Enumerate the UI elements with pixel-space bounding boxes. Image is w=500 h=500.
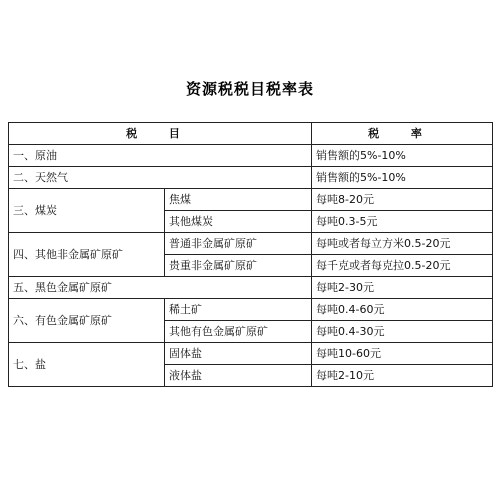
table-title: 资源税税目税率表 [185, 80, 314, 98]
sub-liquid-salt: 液体盐 [165, 365, 312, 387]
item-ferrous: 五、黑色金属矿原矿 [9, 277, 312, 299]
rate-precious-nonmetal: 每千克或者每克拉0.5-20元 [312, 255, 493, 277]
tax-rate-table [8, 122, 493, 387]
rate-other-nonferrous: 每吨0.4-30元 [312, 321, 493, 343]
sub-coking-coal: 焦煤 [165, 189, 312, 211]
sub-ordinary-nonmetal: 普通非金属矿原矿 [165, 233, 312, 255]
item-salt: 七、盐 [9, 343, 165, 387]
header-row [9, 123, 493, 145]
item-coal: 三、煤炭 [9, 189, 165, 233]
rate-ordinary-nonmetal: 每吨或者每立方米0.5-20元 [312, 233, 493, 255]
table-row [9, 299, 493, 321]
rate-coking-coal: 每吨8-20元 [312, 189, 493, 211]
rate-liquid-salt: 每吨2-10元 [312, 365, 493, 387]
item-natural-gas: 二、天然气 [9, 167, 312, 189]
item-nonferrous: 六、有色金属矿原矿 [9, 299, 165, 343]
sub-solid-salt: 固体盐 [165, 343, 312, 365]
rate-crude-oil: 销售额的5%-10% [312, 145, 493, 167]
table-row [9, 145, 493, 167]
table-row [9, 233, 493, 255]
table-row [9, 277, 493, 299]
rate-other-coal: 每吨0.3-5元 [312, 211, 493, 233]
rate-rare-earth: 每吨0.4-60元 [312, 299, 493, 321]
rate-natural-gas: 销售额的5%-10% [312, 167, 493, 189]
item-crude-oil: 一、原油 [9, 145, 312, 167]
sub-other-nonferrous: 其他有色金属矿原矿 [165, 321, 312, 343]
header-item: 税 目 [9, 123, 312, 145]
rate-ferrous: 每吨2-30元 [312, 277, 493, 299]
sub-rare-earth: 稀土矿 [165, 299, 312, 321]
header-rate: 税 率 [312, 123, 493, 145]
item-nonmetal: 四、其他非金属矿原矿 [9, 233, 165, 277]
table-row [9, 167, 493, 189]
sub-precious-nonmetal: 贵重非金属矿原矿 [165, 255, 312, 277]
sub-other-coal: 其他煤炭 [165, 211, 312, 233]
rate-solid-salt: 每吨10-60元 [312, 343, 493, 365]
table-row [9, 343, 493, 365]
table-row [9, 189, 493, 211]
